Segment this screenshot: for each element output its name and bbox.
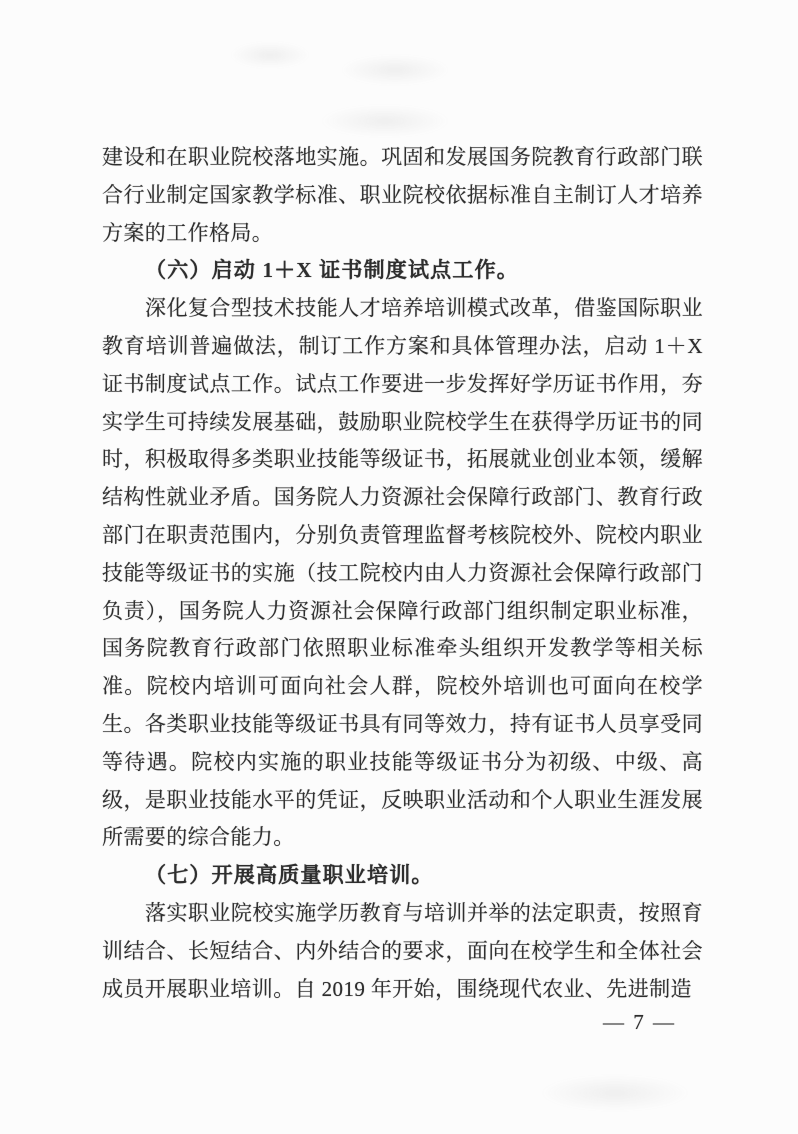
text-line: 训结合、长短结合、内外结合的要求，面向在校学生和全体社会 <box>102 938 703 963</box>
text-line: 建设和在职业院校落地实施。巩固和发展国务院教育行政部门联 <box>102 145 703 169</box>
text-line: 时，积极取得多类职业技能等级证书，拓展就业创业本领，缓解 <box>102 447 703 472</box>
paragraph <box>102 290 703 857</box>
text-line: 落实职业院校实施学历教育与培训并举的法定职责，按照育 <box>145 900 703 925</box>
text-line: 合行业制定国家教学标准、职业院校依据标准自主制订人才培养 <box>102 182 703 207</box>
text-line: 教育培训普遍做法，制订工作方案和具体管理办法，启动 1＋X <box>102 333 703 358</box>
text-line: 准。院校内培训可面向社会人群，院校外培训也可面向在校学 <box>102 674 703 699</box>
text-line: 深化复合型技术技能人才培养培训模式改革，借鉴国际职业 <box>145 296 703 321</box>
document-body <box>102 139 703 1008</box>
text-line: 级，是职业技能水平的凭证，反映职业活动和个人职业生涯发展 <box>102 787 703 812</box>
section-heading <box>102 857 703 895</box>
text-line: （七）开展高质量职业培训。 <box>145 863 434 888</box>
section-heading <box>102 252 703 290</box>
paragraph <box>102 139 703 252</box>
scan-smudge <box>230 42 310 68</box>
text-line: 部门在职责范围内，分别负责管理监督考核院校外、院校内职业 <box>102 522 703 547</box>
text-line: 生。各类职业技能等级证书具有同等效力，持有证书人员享受同 <box>102 711 703 736</box>
text-line: 实学生可持续发展基础，鼓励职业院校学生在获得学历证书的同 <box>102 409 703 434</box>
scan-smudge <box>320 105 450 137</box>
text-line: 技能等级证书的实施（技工院校内由人力资源社会保障行政部门 <box>102 560 703 585</box>
text-line: 所需要的综合能力。 <box>102 825 295 850</box>
paragraph <box>102 895 703 1008</box>
page-number: — 7 — <box>603 1010 676 1034</box>
text-line: （六）启动 1＋X 证书制度试点工作。 <box>145 258 519 283</box>
text-line: 成员开展职业培训。自 2019 年开始，围绕现代农业、先进制造 <box>102 976 692 1001</box>
text-line: 结构性就业矛盾。国务院人力资源社会保障行政部门、教育行政 <box>102 485 703 510</box>
text-line: 负责），国务院人力资源社会保障行政部门组织制定职业标准， <box>102 598 703 623</box>
text-line: 国务院教育行政部门依照职业标准牵头组织开发教学等相关标 <box>102 636 703 661</box>
text-line: 证书制度试点工作。试点工作要进一步发挥好学历证书作用，夯 <box>102 371 703 396</box>
text-line: 等待遇。院校内实施的职业技能等级证书分为初级、中级、高 <box>102 749 703 774</box>
text-line: 方案的工作格局。 <box>102 220 274 245</box>
scan-smudge <box>540 1075 690 1111</box>
scan-smudge <box>340 55 450 85</box>
